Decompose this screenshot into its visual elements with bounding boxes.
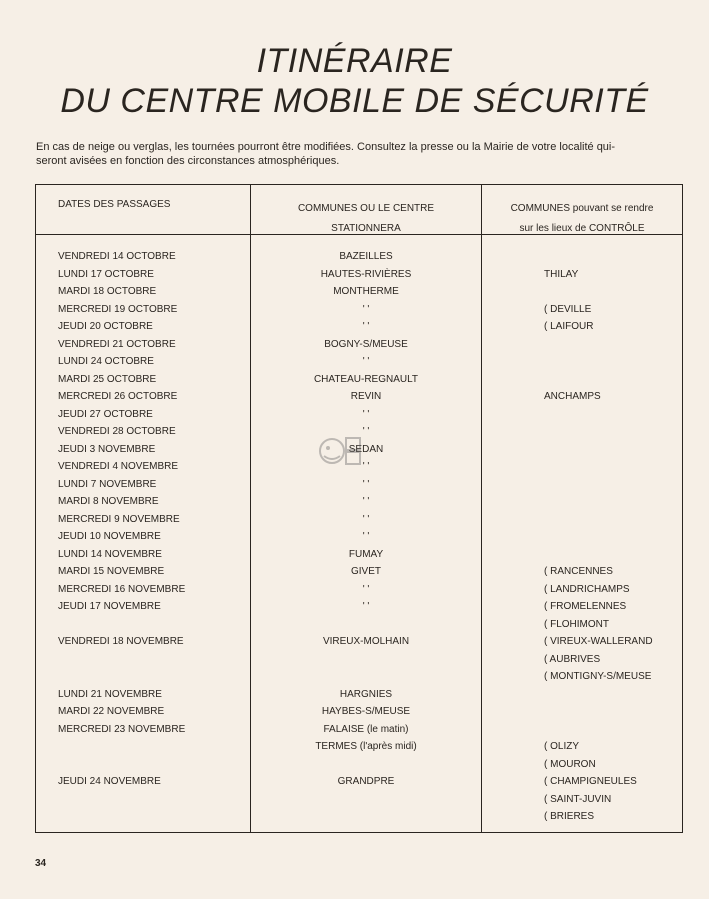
table-cell-control: ( MONTIGNY-S/MEUSE	[544, 671, 652, 682]
table-cell-control: ( CHAMPIGNEULES	[544, 776, 637, 787]
header-communes-line-1: COMMUNES OU LE CENTRE	[297, 203, 435, 214]
table-cell-date: MARDI 22 NOVEMBRE	[58, 706, 165, 717]
table-cell-date: MERCREDI 23 NOVEMBRE	[58, 723, 186, 735]
table-cell-date: VENDREDI 28 OCTOBRE	[58, 426, 176, 437]
table-cell-control: THILAY	[544, 268, 579, 280]
table-cell-date: JEUDI 20 OCTOBRE	[58, 321, 153, 332]
table-cell-commune: FUMAY	[348, 548, 384, 560]
table-cell-date: MERCREDI 19 OCTOBRE	[58, 303, 178, 315]
table-cell-commune: FALAISE (le matin)	[323, 723, 409, 735]
table-cell-date: MERCREDI 9 NOVEMBRE	[58, 513, 180, 525]
table-cell-commune: HAYBES-S/MEUSE	[321, 706, 411, 717]
table-cell-control: ( DEVILLE	[544, 303, 592, 315]
column-divider	[481, 185, 482, 833]
header-dates: DATES DES PASSAGES	[58, 199, 171, 210]
table-cell-commune: BOGNY-S/MEUSE	[324, 338, 408, 350]
table-cell-commune: ' '	[362, 426, 370, 437]
table-cell-date: LUNDI 24 OCTOBRE	[58, 356, 154, 367]
table-cell-date: MARDI 18 OCTOBRE	[58, 286, 157, 297]
table-cell-control: ( FROMELENNES	[544, 601, 627, 612]
table-cell-date: JEUDI 17 NOVEMBRE	[58, 601, 161, 612]
table-cell-date: VENDREDI 4 NOVEMBRE	[58, 461, 179, 472]
table-cell-date: MERCREDI 16 NOVEMBRE	[58, 583, 186, 595]
table-cell-date: LUNDI 14 NOVEMBRE	[58, 548, 162, 560]
table-cell-control: ( VIREUX-WALLERAND	[544, 636, 653, 647]
table-cell-date: MARDI 15 NOVEMBRE	[58, 566, 165, 577]
page-title-line-2: DU CENTRE MOBILE DE SÉCURITÉ	[60, 82, 649, 120]
table-cell-commune: HARGNIES	[339, 688, 393, 700]
table-cell-date: VENDREDI 14 OCTOBRE	[58, 251, 176, 262]
table-cell-commune: ' '	[362, 461, 370, 472]
header-communes-line-2: STATIONNERA	[331, 223, 401, 234]
header-communes	[251, 199, 481, 239]
table-cell-control: ( SAINT-JUVIN	[544, 793, 612, 805]
table-cell-commune: CHATEAU-REGNAULT	[313, 373, 419, 385]
itinerary-table	[35, 184, 683, 833]
intro-paragraph	[36, 140, 676, 168]
table-cell-commune: ' '	[362, 356, 370, 367]
table-cell-commune: TERMES (l'après midi)	[315, 741, 417, 752]
table-cell-control: ( LANDRICHAMPS	[544, 583, 630, 595]
table-cell-commune: ' '	[362, 321, 370, 332]
table-cell-commune: ' '	[362, 513, 370, 525]
table-cell-date: VENDREDI 21 OCTOBRE	[58, 338, 176, 350]
table-cell-date: VENDREDI 18 NOVEMBRE	[58, 636, 184, 647]
table-cell-control: ( RANCENNES	[544, 566, 613, 577]
table-cell-control: ( FLOHIMONT	[544, 618, 609, 630]
table-cell-control: ( BRIERES	[544, 811, 595, 822]
table-cell-commune: ' '	[362, 478, 370, 490]
table-cell-control: ( OLIZY	[544, 741, 580, 752]
table-cell-commune: ' '	[362, 531, 370, 542]
header-control-line-2: sur les lieux de CONTRÔLE	[519, 223, 645, 234]
table-bottom-border	[35, 832, 683, 833]
table-cell-commune: HAUTES-RIVIÈRES	[320, 268, 412, 280]
table-cell-control: ( MOURON	[544, 758, 596, 770]
intro-line-2: seront avisées en fonction des circonstances atmosphériques.	[36, 155, 340, 167]
table-cell-date: JEUDI 3 NOVEMBRE	[58, 443, 156, 455]
table-cell-commune: VIREUX-MOLHAIN	[322, 636, 410, 647]
table-cell-commune: ' '	[362, 303, 370, 315]
table-cell-date: JEUDI 24 NOVEMBRE	[58, 776, 161, 787]
table-cell-commune: REVIN	[350, 391, 382, 402]
header-control-line-1: COMMUNES pouvant se rendre	[510, 203, 654, 214]
page-number: 34	[35, 858, 47, 869]
table-cell-control: ANCHAMPS	[544, 391, 601, 402]
table-cell-date: MERCREDI 26 OCTOBRE	[58, 391, 178, 402]
table-cell-date: LUNDI 21 NOVEMBRE	[58, 688, 162, 700]
table-cell-commune: GIVET	[350, 566, 381, 577]
table-cell-date: JEUDI 10 NOVEMBRE	[58, 531, 161, 542]
table-cell-control: ( LAIFOUR	[544, 321, 594, 332]
table-cell-commune: SEDAN	[348, 443, 384, 455]
table-cell-date: LUNDI 17 OCTOBRE	[58, 268, 154, 280]
page-title-line-1: ITINÉRAIRE	[256, 42, 453, 80]
table-cell-date: LUNDI 7 NOVEMBRE	[58, 478, 157, 490]
table-cell-commune: MONTHERME	[333, 286, 399, 297]
table-cell-commune: BAZEILLES	[339, 251, 393, 262]
table-cell-date: MARDI 25 OCTOBRE	[58, 373, 157, 385]
watermark-logo-icon	[318, 432, 376, 470]
table-cell-commune: ' '	[362, 583, 370, 595]
table-cell-date: JEUDI 27 OCTOBRE	[58, 408, 153, 420]
table-cell-commune: ' '	[362, 601, 370, 612]
table-cell-commune: ' '	[362, 408, 370, 420]
header-control	[482, 199, 682, 239]
table-cell-commune: ' '	[362, 496, 370, 507]
table-cell-commune: GRANDPRE	[337, 776, 395, 787]
table-cell-date: MARDI 8 NOVEMBRE	[58, 496, 159, 507]
intro-line-1: En cas de neige ou verglas, les tournées pourront être modifiées. Consultez la presse ou la Mairie de votre localité qui-	[36, 141, 616, 153]
table-cell-control: ( AUBRIVES	[544, 653, 601, 665]
